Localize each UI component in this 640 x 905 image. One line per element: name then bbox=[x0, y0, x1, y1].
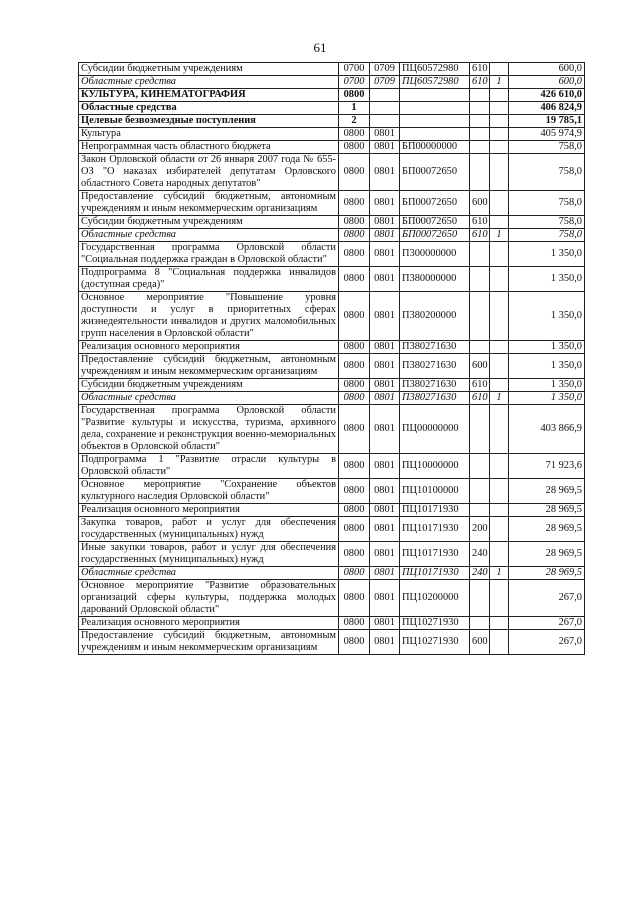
row-source-code bbox=[490, 115, 509, 128]
row-target-code: ПЦ10200000 bbox=[400, 580, 470, 617]
row-source-code bbox=[490, 630, 509, 655]
row-expense-type: 610 bbox=[470, 76, 490, 89]
row-ved-code: 0800 bbox=[339, 216, 370, 229]
row-name: Областные средства bbox=[79, 102, 339, 115]
row-name: Субсидии бюджетным учреждениям bbox=[79, 379, 339, 392]
row-source-code bbox=[490, 128, 509, 141]
row-section-code: 0801 bbox=[370, 128, 400, 141]
row-ved-code: 0700 bbox=[339, 76, 370, 89]
row-expense-type bbox=[470, 115, 490, 128]
table-row bbox=[79, 115, 585, 128]
budget-table-body bbox=[79, 63, 585, 655]
row-target-code: БП00072650 bbox=[400, 191, 470, 216]
row-ved-code: 0800 bbox=[339, 504, 370, 517]
row-source-code bbox=[490, 379, 509, 392]
row-ved-code: 0800 bbox=[339, 567, 370, 580]
row-section-code: 0801 bbox=[370, 216, 400, 229]
row-amount: 758,0 bbox=[509, 229, 585, 242]
row-target-code: ПЦ10171930 bbox=[400, 542, 470, 567]
row-target-code: БП00072650 bbox=[400, 154, 470, 191]
row-expense-type: 200 bbox=[470, 517, 490, 542]
row-source-code: 1 bbox=[490, 392, 509, 405]
row-name: Реализация основного мероприятия bbox=[79, 341, 339, 354]
row-name: Субсидии бюджетным учреждениям bbox=[79, 216, 339, 229]
table-row bbox=[79, 454, 585, 479]
row-name: Реализация основного мероприятия bbox=[79, 617, 339, 630]
row-target-code bbox=[400, 102, 470, 115]
table-row bbox=[79, 242, 585, 267]
row-source-code bbox=[490, 580, 509, 617]
row-expense-type bbox=[470, 504, 490, 517]
row-section-code: 0801 bbox=[370, 141, 400, 154]
row-target-code: ПЦ00000000 bbox=[400, 405, 470, 454]
row-amount: 267,0 bbox=[509, 580, 585, 617]
row-ved-code: 1 bbox=[339, 102, 370, 115]
row-source-code bbox=[490, 454, 509, 479]
row-ved-code: 0800 bbox=[339, 267, 370, 292]
table-row bbox=[79, 630, 585, 655]
row-source-code bbox=[490, 405, 509, 454]
row-source-code bbox=[490, 191, 509, 216]
row-name: КУЛЬТУРА, КИНЕМАТОГРАФИЯ bbox=[79, 89, 339, 102]
row-source-code bbox=[490, 542, 509, 567]
row-target-code: П380000000 bbox=[400, 267, 470, 292]
row-amount: 28 969,5 bbox=[509, 479, 585, 504]
row-source-code bbox=[490, 267, 509, 292]
row-section-code: 0801 bbox=[370, 379, 400, 392]
row-name: Предоставление субсидий бюджетным, автономным учреждениям и иным некоммерческим организациям bbox=[79, 191, 339, 216]
row-name: Субсидии бюджетным учреждениям bbox=[79, 63, 339, 76]
row-source-code bbox=[490, 517, 509, 542]
row-expense-type: 240 bbox=[470, 542, 490, 567]
row-target-code: ПЦ10271930 bbox=[400, 617, 470, 630]
row-ved-code: 0800 bbox=[339, 517, 370, 542]
row-amount: 1 350,0 bbox=[509, 267, 585, 292]
row-expense-type bbox=[470, 479, 490, 504]
row-ved-code: 0800 bbox=[339, 405, 370, 454]
row-name: Непрограммная часть областного бюджета bbox=[79, 141, 339, 154]
row-amount: 758,0 bbox=[509, 141, 585, 154]
table-row bbox=[79, 76, 585, 89]
row-expense-type: 610 bbox=[470, 63, 490, 76]
row-target-code: ПЦ60572980 bbox=[400, 76, 470, 89]
row-ved-code: 0800 bbox=[339, 191, 370, 216]
row-amount: 28 969,5 bbox=[509, 517, 585, 542]
row-amount: 267,0 bbox=[509, 617, 585, 630]
row-section-code: 0801 bbox=[370, 354, 400, 379]
row-name: Предоставление субсидий бюджетным, автономным учреждениям и иным некоммерческим организациям bbox=[79, 630, 339, 655]
row-ved-code: 0800 bbox=[339, 479, 370, 504]
row-section-code: 0801 bbox=[370, 504, 400, 517]
row-target-code: БП00072650 bbox=[400, 216, 470, 229]
table-row bbox=[79, 479, 585, 504]
row-source-code bbox=[490, 102, 509, 115]
row-amount: 405 974,9 bbox=[509, 128, 585, 141]
row-expense-type bbox=[470, 292, 490, 341]
row-section-code: 0801 bbox=[370, 392, 400, 405]
row-expense-type: 610 bbox=[470, 216, 490, 229]
row-target-code: П300000000 bbox=[400, 242, 470, 267]
row-source-code bbox=[490, 89, 509, 102]
row-ved-code: 0800 bbox=[339, 89, 370, 102]
table-row bbox=[79, 63, 585, 76]
row-expense-type bbox=[470, 267, 490, 292]
page-number: 61 bbox=[313, 40, 327, 55]
row-expense-type: 600 bbox=[470, 630, 490, 655]
table-row bbox=[79, 517, 585, 542]
table-row bbox=[79, 504, 585, 517]
table-row bbox=[79, 191, 585, 216]
row-amount: 71 923,6 bbox=[509, 454, 585, 479]
row-ved-code: 0800 bbox=[339, 630, 370, 655]
table-row bbox=[79, 354, 585, 379]
row-source-code: 1 bbox=[490, 567, 509, 580]
row-name: Подпрограмма 8 "Социальная поддержка инвалидов (доступная среда)" bbox=[79, 267, 339, 292]
row-name: Подпрограмма 1 "Развитие отрасли культуры в Орловской области" bbox=[79, 454, 339, 479]
table-row bbox=[79, 405, 585, 454]
row-amount: 1 350,0 bbox=[509, 341, 585, 354]
row-expense-type: 610 bbox=[470, 379, 490, 392]
row-ved-code: 0800 bbox=[339, 392, 370, 405]
row-ved-code: 0800 bbox=[339, 354, 370, 379]
row-source-code bbox=[490, 354, 509, 379]
row-ved-code: 0800 bbox=[339, 379, 370, 392]
row-target-code: ПЦ10171930 bbox=[400, 517, 470, 542]
row-amount: 28 969,5 bbox=[509, 504, 585, 517]
row-section-code bbox=[370, 115, 400, 128]
table-row bbox=[79, 89, 585, 102]
row-target-code: ПЦ10171930 bbox=[400, 504, 470, 517]
row-source-code bbox=[490, 141, 509, 154]
row-section-code: 0801 bbox=[370, 630, 400, 655]
row-name: Областные средства bbox=[79, 392, 339, 405]
table-row bbox=[79, 379, 585, 392]
row-ved-code: 0800 bbox=[339, 617, 370, 630]
row-expense-type bbox=[470, 154, 490, 191]
row-name: Областные средства bbox=[79, 76, 339, 89]
row-amount: 28 969,5 bbox=[509, 567, 585, 580]
row-expense-type bbox=[470, 454, 490, 479]
row-name: Реализация основного мероприятия bbox=[79, 504, 339, 517]
table-row bbox=[79, 292, 585, 341]
row-name: Предоставление субсидий бюджетным, автономным учреждениям и иным некоммерческим организациям bbox=[79, 354, 339, 379]
row-name: Основное мероприятие "Повышение уровня доступности и услуг в приоритетных сферах жизнедеятельности инвалидов и других маломобильных групп населения в Орловской области" bbox=[79, 292, 339, 341]
row-source-code bbox=[490, 154, 509, 191]
row-ved-code: 0800 bbox=[339, 580, 370, 617]
row-section-code: 0801 bbox=[370, 567, 400, 580]
row-expense-type bbox=[470, 405, 490, 454]
row-amount: 1 350,0 bbox=[509, 292, 585, 341]
row-source-code: 1 bbox=[490, 229, 509, 242]
row-ved-code: 0800 bbox=[339, 542, 370, 567]
row-expense-type bbox=[470, 89, 490, 102]
table-row bbox=[79, 154, 585, 191]
table-row bbox=[79, 392, 585, 405]
row-section-code: 0801 bbox=[370, 242, 400, 267]
row-ved-code: 0800 bbox=[339, 454, 370, 479]
row-target-code bbox=[400, 89, 470, 102]
row-name: Областные средства bbox=[79, 567, 339, 580]
row-ved-code: 0800 bbox=[339, 292, 370, 341]
row-section-code: 0801 bbox=[370, 580, 400, 617]
row-source-code bbox=[490, 341, 509, 354]
row-expense-type: 240 bbox=[470, 567, 490, 580]
row-section-code: 0801 bbox=[370, 267, 400, 292]
row-amount: 1 350,0 bbox=[509, 392, 585, 405]
row-target-code: БП00072650 bbox=[400, 229, 470, 242]
row-ved-code: 0700 bbox=[339, 63, 370, 76]
row-source-code bbox=[490, 617, 509, 630]
row-section-code: 0709 bbox=[370, 63, 400, 76]
row-section-code: 0801 bbox=[370, 191, 400, 216]
row-section-code: 0801 bbox=[370, 292, 400, 341]
row-name: Культура bbox=[79, 128, 339, 141]
table-row bbox=[79, 216, 585, 229]
row-expense-type bbox=[470, 341, 490, 354]
row-section-code: 0801 bbox=[370, 154, 400, 191]
row-section-code: 0801 bbox=[370, 617, 400, 630]
row-amount: 1 350,0 bbox=[509, 379, 585, 392]
row-amount: 406 824,9 bbox=[509, 102, 585, 115]
row-expense-type bbox=[470, 242, 490, 267]
row-section-code bbox=[370, 102, 400, 115]
row-target-code: П380200000 bbox=[400, 292, 470, 341]
row-target-code: П380271630 bbox=[400, 354, 470, 379]
table-row bbox=[79, 141, 585, 154]
row-section-code: 0801 bbox=[370, 479, 400, 504]
table-row bbox=[79, 542, 585, 567]
row-amount: 758,0 bbox=[509, 154, 585, 191]
row-expense-type bbox=[470, 617, 490, 630]
row-source-code: 1 bbox=[490, 76, 509, 89]
row-amount: 600,0 bbox=[509, 76, 585, 89]
row-ved-code: 0800 bbox=[339, 154, 370, 191]
row-source-code bbox=[490, 504, 509, 517]
row-amount: 758,0 bbox=[509, 191, 585, 216]
row-ved-code: 0800 bbox=[339, 141, 370, 154]
row-section-code: 0801 bbox=[370, 229, 400, 242]
row-target-code: БП00000000 bbox=[400, 141, 470, 154]
row-target-code: П380271630 bbox=[400, 379, 470, 392]
row-name: Основное мероприятие "Развитие образовательных организаций сферы культуры, поддержка молодых дарований Орловской области" bbox=[79, 580, 339, 617]
row-amount: 1 350,0 bbox=[509, 354, 585, 379]
row-expense-type: 610 bbox=[470, 229, 490, 242]
row-name: Основное мероприятие "Сохранение объектов культурного наследия Орловской области" bbox=[79, 479, 339, 504]
table-row bbox=[79, 580, 585, 617]
row-expense-type: 610 bbox=[470, 392, 490, 405]
row-expense-type bbox=[470, 580, 490, 617]
row-source-code bbox=[490, 216, 509, 229]
row-name: Закупка товаров, работ и услуг для обеспечения государственных (муниципальных) нужд bbox=[79, 517, 339, 542]
row-amount: 19 785,1 bbox=[509, 115, 585, 128]
row-expense-type bbox=[470, 128, 490, 141]
row-target-code bbox=[400, 128, 470, 141]
row-name: Областные средства bbox=[79, 229, 339, 242]
row-source-code bbox=[490, 292, 509, 341]
row-name: Закон Орловской области от 26 января 2007 года № 655-ОЗ "О наказах избирателей депутатам Орловского областного Совета народных депутатов" bbox=[79, 154, 339, 191]
row-section-code: 0801 bbox=[370, 454, 400, 479]
row-amount: 403 866,9 bbox=[509, 405, 585, 454]
row-name: Целевые безвозмездные поступления bbox=[79, 115, 339, 128]
row-amount: 600,0 bbox=[509, 63, 585, 76]
row-target-code: ПЦ60572980 bbox=[400, 63, 470, 76]
row-expense-type bbox=[470, 141, 490, 154]
table-row bbox=[79, 567, 585, 580]
row-amount: 758,0 bbox=[509, 216, 585, 229]
row-section-code: 0801 bbox=[370, 341, 400, 354]
row-source-code bbox=[490, 63, 509, 76]
row-target-code: П380271630 bbox=[400, 392, 470, 405]
row-expense-type bbox=[470, 102, 490, 115]
row-target-code: ПЦ10171930 bbox=[400, 567, 470, 580]
row-section-code: 0709 bbox=[370, 76, 400, 89]
row-ved-code: 0800 bbox=[339, 128, 370, 141]
row-ved-code: 0800 bbox=[339, 242, 370, 267]
row-target-code: ПЦ10000000 bbox=[400, 454, 470, 479]
row-target-code bbox=[400, 115, 470, 128]
row-ved-code: 0800 bbox=[339, 341, 370, 354]
budget-table bbox=[78, 62, 585, 655]
row-target-code: П380271630 bbox=[400, 341, 470, 354]
row-name: Государственная программа Орловской области "Развитие культуры и искусства, туризма, архивного дела, сохранение и реконструкция военно-мемориальных объектов в Орловской области" bbox=[79, 405, 339, 454]
row-source-code bbox=[490, 242, 509, 267]
row-name: Государственная программа Орловской области "Социальная поддержка граждан в Орловской области" bbox=[79, 242, 339, 267]
row-section-code: 0801 bbox=[370, 542, 400, 567]
row-source-code bbox=[490, 479, 509, 504]
table-row bbox=[79, 341, 585, 354]
row-ved-code: 0800 bbox=[339, 229, 370, 242]
row-amount: 1 350,0 bbox=[509, 242, 585, 267]
table-row bbox=[79, 128, 585, 141]
row-amount: 267,0 bbox=[509, 630, 585, 655]
row-section-code bbox=[370, 89, 400, 102]
row-target-code: ПЦ10100000 bbox=[400, 479, 470, 504]
table-row bbox=[79, 267, 585, 292]
row-amount: 426 610,0 bbox=[509, 89, 585, 102]
row-expense-type: 600 bbox=[470, 354, 490, 379]
row-target-code: ПЦ10271930 bbox=[400, 630, 470, 655]
row-ved-code: 2 bbox=[339, 115, 370, 128]
table-row bbox=[79, 102, 585, 115]
row-expense-type: 600 bbox=[470, 191, 490, 216]
row-section-code: 0801 bbox=[370, 517, 400, 542]
row-amount: 28 969,5 bbox=[509, 542, 585, 567]
row-section-code: 0801 bbox=[370, 405, 400, 454]
table-row bbox=[79, 617, 585, 630]
table-row bbox=[79, 229, 585, 242]
row-name: Иные закупки товаров, работ и услуг для обеспечения государственных (муниципальных) нужд bbox=[79, 542, 339, 567]
